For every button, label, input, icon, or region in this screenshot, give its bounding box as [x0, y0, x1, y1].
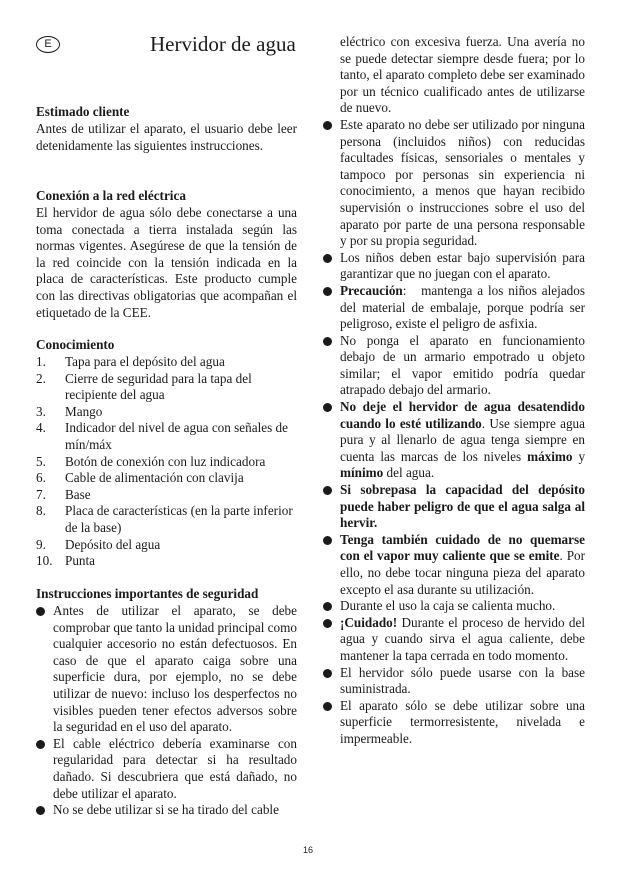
- language-badge: E: [36, 36, 60, 53]
- list-item: No se debe utilizar si se ha tirado del cable: [36, 802, 297, 819]
- bullet-icon: [323, 702, 332, 711]
- bullet-icon: [323, 254, 332, 263]
- connection-text: El hervidor de agua sólo debe conectarse a una toma conectada a tierra instalada según las normas vigentes. Asegúrese de que la tensión de la red coincide con la tensión indicada en la placa de características. Este producto cumple con las directivas obligatorias que acompañan el etiquetado de la CEE.: [36, 205, 297, 320]
- list-item: Los niños deben estar bajo supervisión para garantizar que no juegan con el aparato.: [323, 250, 585, 283]
- bullet-icon: [323, 287, 332, 296]
- bullet-icon: [323, 602, 332, 611]
- list-item: El aparato sólo se debe utilizar sobre una superficie termorresistente, nivelada e impermeable.: [323, 698, 585, 748]
- continuation-text: eléctrico con excesiva fuerza. Una avería no se puede detectar siempre desde fuera; por lo tanto, el aparato completo debe ser examinado por un técnico cualificado antes de utilizarse de nuevo.: [340, 34, 585, 116]
- list-item: ¡Cuidado! Durante el proceso de hervido del agua y cuando sirva el agua caliente, debe mantener la tapa cerrada en todo momento.: [323, 615, 585, 665]
- page-number: 16: [303, 845, 314, 855]
- list-item: 1. Tapa para el depósito del agua: [36, 354, 225, 369]
- bullet-icon: [36, 806, 45, 815]
- bullet-icon: [323, 619, 332, 628]
- list-item: No ponga el aparato en funcionamiento debajo de un armario empotrado u objeto similar; el vapor emitido podría quedar atrapado debajo del armario.: [323, 333, 585, 399]
- list-item: 4. Indicador del nivel de agua con señales de mín/máx: [36, 420, 288, 452]
- safety-list-left: [36, 603, 297, 819]
- list-item: 5. Botón de conexión con luz indicadora: [36, 453, 266, 469]
- bullet-icon: [36, 740, 45, 749]
- greeting-text: Antes de utilizar el aparato, el usuario debe leer detenidamente las siguientes instrucciones.: [36, 121, 297, 153]
- connection-heading: Conexión a la red eléctrica: [36, 188, 186, 203]
- list-item: Este aparato no debe ser utilizado por ninguna persona (incluidos niños) con reducidas facultades físicas, sensoriales o mentales y tampoco por personas sin experiencia ni conocimiento, a menos que hayan recibido supervisión o instrucciones sobre el uso del aparato por parte de una persona responsable y por su propia seguridad.: [323, 117, 585, 250]
- bullet-icon: [323, 536, 332, 545]
- list-item: 9. Depósito del agua: [36, 536, 161, 552]
- bullet-icon: [323, 121, 332, 130]
- list-item: 3. Mango: [36, 403, 103, 419]
- list-item: 6. Cable de alimentación con clavija: [36, 470, 244, 486]
- parts-list: [36, 354, 297, 570]
- bullet-icon: [323, 403, 332, 412]
- bullet-icon: [323, 669, 332, 678]
- list-item: 7. Base: [36, 486, 91, 502]
- bullet-icon: [323, 486, 332, 495]
- list-item: 8. Placa de características (en la parte inferior de la base): [36, 503, 293, 535]
- list-item: Durante el uso la caja se calienta mucho.: [323, 598, 585, 615]
- list-item: El hervidor sólo puede usarse con la base suministrada.: [323, 665, 585, 698]
- list-item: No deje el hervidor de agua desatendido cuando lo esté utilizando. Use siempre agua pura y al llenarlo de agua tenga siempre en cuenta las marcas de los niveles máximo y mínimo del agua.: [323, 399, 585, 482]
- right-column: [323, 34, 585, 748]
- knowledge-heading: Conocimiento: [36, 337, 115, 352]
- list-item: 10. Punta: [36, 553, 96, 569]
- safety-heading: Instrucciones importantes de seguridad: [36, 586, 259, 601]
- safety-list-right: [323, 117, 585, 748]
- bullet-icon: [323, 337, 332, 346]
- list-item: 2. Cierre de seguridad para la tapa del recipiente del agua: [36, 370, 252, 403]
- bullet-icon: [36, 607, 45, 616]
- document-title: Hervidor de agua: [150, 32, 296, 56]
- list-item: Antes de utilizar el aparato, se debe comprobar que tanto la unidad principal como cualquier accesorio no están defectuosos. En caso de que el aparato caiga sobre una superficie dura, por ejemplo, no se debe utilizar de nuevo: incluso los desperfectos no visibles pueden tener efectos adversos sobre la seguridad en el uso del aparato.: [36, 603, 297, 736]
- list-item: Tenga también cuidado de no quemarse con el vapor muy caliente que se emite. Por ello, no debe tocar ninguna pieza del aparato excepto el asa durante su utilización.: [323, 532, 585, 598]
- greeting-heading: Estimado cliente: [36, 104, 130, 119]
- list-item: Precaución: mantenga a los niños alejados del material de embalaje, porque podría ser peligroso, existe el peligro de asfixia.: [323, 283, 585, 333]
- list-item: El cable eléctrico debería examinarse con regularidad para detectar si ha resultado dañado. Si descubriera que está dañado, no debe utilizar el aparato.: [36, 736, 297, 802]
- list-item: Si sobrepasa la capacidad del depósito puede haber peligro de que el agua salga al hervir.: [323, 482, 585, 532]
